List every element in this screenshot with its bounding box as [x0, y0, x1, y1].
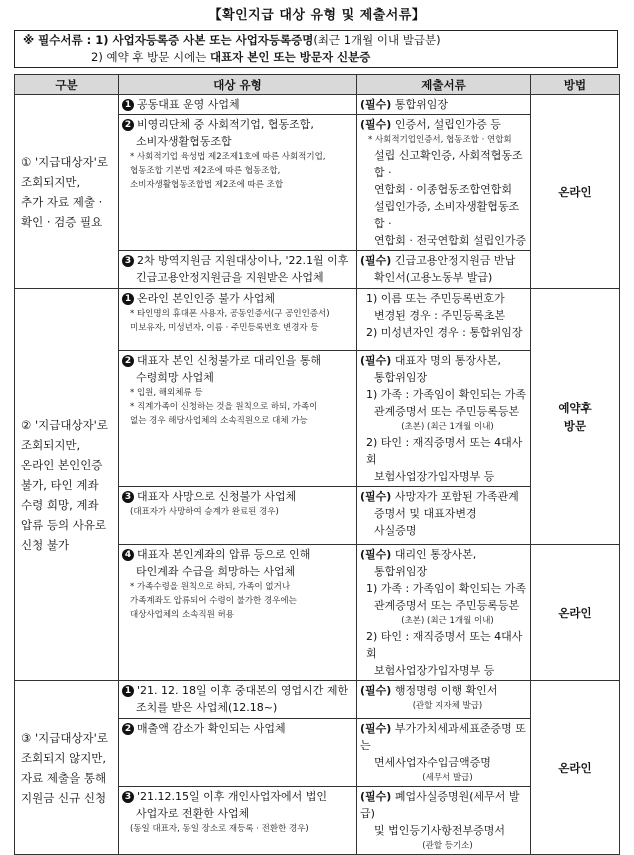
target-title [122, 546, 353, 563]
docs-line [360, 546, 527, 563]
target-line: '21.12.15일 이후 개인사업자에서 법인 [137, 790, 328, 803]
docs-line [360, 822, 527, 839]
method-cell [531, 289, 620, 545]
docs-cell [357, 545, 531, 681]
header-method: 방법 [531, 75, 620, 95]
category-line: 온라인 본인인증 [21, 457, 103, 472]
number-badge-icon: 4 [122, 549, 134, 561]
target-note: (대표자가 사망하여 승계가 완료된 경우) [130, 507, 279, 517]
docs-cell [357, 681, 531, 719]
target-cell [119, 681, 357, 719]
docs-cell [357, 487, 531, 545]
target-line: 대표자 사망으로 신청불가 사업체 [137, 490, 297, 503]
docs-item: 1) 이름 또는 주민등록번호가 [366, 292, 505, 305]
category-line: ③ '지급대상자'로 [21, 730, 108, 745]
number-badge-icon: 3 [122, 791, 134, 803]
target-title [122, 682, 353, 699]
target-cell [119, 251, 357, 289]
target-title [122, 96, 353, 113]
docs-text: 통합위임장 [394, 98, 448, 111]
target-note: * 가족수령을 원칙으로 하되, 가족이 없거나 [130, 582, 291, 592]
docs-cell [357, 251, 531, 289]
number-badge-icon: 1 [122, 293, 134, 305]
docs-item: * 사회적기업인증서, 협동조합 · 연합회 [368, 135, 512, 145]
category-cell [15, 289, 119, 681]
target-cell [119, 115, 357, 251]
required-label: (필수) [360, 490, 392, 503]
category-line: 확인 · 검증 필요 [21, 214, 103, 229]
target-line: 매출액 감소가 확인되는 사업체 [137, 722, 286, 735]
required-label: (필수) [360, 118, 392, 131]
method-cell [531, 545, 620, 681]
docs-item: 연합회 · 전국연합회 설립인가증 [374, 234, 527, 247]
docs-text: 면세사업자수입금액증명 [374, 756, 491, 769]
docs-item: 설립 신고확인증, 사회적협동조합 · [374, 149, 523, 179]
target-title [122, 290, 353, 307]
target-line: 긴급고용안정지원금을 지원받은 사업체 [136, 271, 324, 284]
docs-item: 관계증명서 또는 주민등록등본 [374, 405, 520, 418]
category-line: ① '지급대상자'로 [21, 154, 108, 169]
number-badge-icon: 2 [122, 355, 134, 367]
target-note: * 사회적기업 육성법 제2조제1호에 따른 사회적기업, [130, 152, 326, 162]
category-line: 지원금 신규 신청 [21, 790, 107, 805]
docs-line [360, 522, 527, 539]
docs-text: 증명서 및 대표자변경 [374, 507, 477, 520]
method-text: 예약후 방문 [558, 400, 592, 433]
docs-item: (초본) (최근 1개월 이내) [401, 616, 494, 626]
required-docs-note: ※ 필수서류 : 1) 사업자등록증 사본 또는 사업자등록증명(최근 1개월 이내 발급분) 2) 예약 후 방문 시에는 대표자 본인 또는 방문자 신분증 [14, 30, 618, 68]
number-badge-icon: 1 [122, 99, 134, 111]
docs-text: 및 법인등기사항전부증명서 [374, 824, 506, 837]
target-cell [119, 787, 357, 855]
method-cell [531, 681, 620, 855]
target-cell [119, 487, 357, 545]
docs-text: 폐업사실증명원(세무서 발급) [360, 790, 520, 820]
number-badge-icon: 3 [122, 255, 134, 267]
target-cell [119, 719, 357, 787]
target-note: (동일 대표자, 동일 장소로 재등록 · 전환한 경우) [130, 824, 309, 834]
docs-line [360, 369, 527, 386]
table-row [15, 681, 620, 719]
header-target: 대상 유형 [119, 75, 357, 95]
docs-text: 통합위임장 [374, 565, 428, 578]
category-cell [15, 681, 119, 855]
category-line: 조회되지만, [21, 174, 81, 189]
target-line: 타인계좌 수급을 희망하는 사업체 [136, 565, 296, 578]
docs-line [360, 252, 527, 269]
docs-line [360, 682, 527, 699]
category-line: 자료 제출을 통해 [21, 770, 107, 785]
docs-text: 대리인 통장사본, [394, 548, 477, 561]
target-cell [119, 545, 357, 681]
docs-item: (세무서 발급) [422, 773, 473, 783]
target-note: 미보유자, 미성년자, 이름 · 주민등록번호 변경자 등 [130, 323, 319, 333]
docs-line [360, 505, 527, 522]
docs-line [360, 720, 527, 754]
target-line: 비영리단체 중 사회적기업, 협동조합, [137, 118, 314, 131]
category-line: 신청 불가 [21, 537, 70, 552]
target-line: 대표자 본인 신청불가로 대리인을 통해 [137, 354, 322, 367]
category-line: 조회되지 않지만, [21, 750, 107, 765]
docs-cell [357, 115, 531, 251]
target-cell [119, 351, 357, 487]
required-label: (필수) [360, 254, 392, 267]
docs-text: 대표자 명의 통장사본, [394, 354, 501, 367]
docs-text: 긴급고용안정지원금 반납 [394, 254, 516, 267]
target-line: 온라인 본인인증 불가 사업체 [137, 292, 276, 305]
docs-line [360, 352, 527, 369]
docs-line [360, 788, 527, 822]
docs-cell [357, 289, 531, 351]
category-line: 수령 희망, 계좌 [21, 497, 99, 512]
target-note: 협동조합 기본법 제2조에 따른 협동조합, [130, 166, 281, 176]
target-line: 수령희망 사업체 [136, 371, 214, 384]
method-cell [531, 95, 620, 289]
number-badge-icon: 2 [122, 119, 134, 131]
docs-text: 행정명령 이행 확인서 [394, 684, 498, 697]
header-category: 구분 [15, 75, 119, 95]
table-row [15, 95, 620, 115]
docs-text: 인증서, 설립인가증 등 [394, 118, 501, 131]
page-title: 【확인지급 대상 유형 및 제출서류】 [208, 8, 426, 23]
target-note: * 직계가족이 신청하는 것을 원칙으로 하되, 가족이 [130, 402, 318, 412]
docs-text: 사실증명 [374, 524, 417, 537]
target-title [122, 352, 353, 369]
docs-item: 1) 가족 : 가족임이 확인되는 가족 [366, 388, 526, 401]
docs-item: 관계증명서 또는 주민등록등본 [374, 599, 520, 612]
target-title [122, 488, 353, 505]
docs-cell [357, 787, 531, 855]
docs-line [360, 96, 527, 113]
docs-item: 1) 가족 : 가족임이 확인되는 가족 [366, 582, 526, 595]
eligibility-table [14, 74, 620, 855]
target-line: 사업자로 전환한 사업체 [136, 807, 250, 820]
target-line: '21. 12. 18일 이후 중대본의 영업시간 제한 [137, 684, 349, 697]
required-label: (필수) [360, 790, 392, 803]
number-badge-icon: 2 [122, 723, 134, 735]
docs-cell [357, 351, 531, 487]
target-title [122, 720, 353, 737]
required-label: (필수) [360, 98, 392, 111]
target-note: * 타인명의 휴대폰 사용자, 공동인증서(구 공인인증서) [130, 309, 330, 319]
category-line: 압류 등의 사유로 [21, 517, 107, 532]
category-line: 불가, 타인 계좌 [21, 477, 99, 492]
docs-text: 사망자가 포함된 가족관계 [394, 490, 519, 503]
target-title [122, 252, 353, 269]
docs-item: 2) 타인 : 재직증명서 또는 4대사회 [366, 630, 523, 660]
docs-item: (관할 지자체 발급) [412, 701, 483, 711]
docs-item: 2) 미성년자인 경우 : 통합위임장 [366, 326, 523, 339]
category-line: 추가 자료 제출 · [21, 194, 103, 209]
target-note: * 입원, 해외체류 등 [130, 388, 203, 398]
docs-item: (초본) (최근 1개월 이내) [401, 422, 494, 432]
required-label: (필수) [360, 684, 392, 697]
docs-item: (관할 등기소) [422, 841, 473, 851]
target-line: 대표자 본인계좌의 압류 등으로 인해 [137, 548, 311, 561]
method-text: 온라인 [558, 760, 592, 775]
number-badge-icon: 3 [122, 491, 134, 503]
docs-item: 보험사업장가입자명부 등 [374, 470, 495, 483]
target-title [122, 116, 353, 133]
category-cell [15, 95, 119, 289]
docs-cell [357, 719, 531, 787]
target-note: 소비자생활협동조합법 제2조에 따른 조합 [130, 180, 284, 190]
table-row [15, 289, 620, 351]
target-note: 가족계좌도 압류되어 수령이 불가한 경우에는 [130, 596, 297, 606]
method-text: 온라인 [558, 184, 592, 199]
header-docs: 제출서류 [357, 75, 531, 95]
target-cell [119, 289, 357, 351]
category-line: ② '지급대상자'로 [21, 417, 108, 432]
docs-cell [357, 95, 531, 115]
docs-item: 2) 타인 : 재직증명서 또는 4대사회 [366, 436, 523, 466]
required-label: (필수) [360, 354, 392, 367]
required-label: (필수) [360, 722, 392, 735]
docs-text: 부가가치세과세표준증명 또는 [360, 722, 526, 752]
docs-item: 설립인가증, 소비자생활협동조합 · [374, 200, 520, 230]
required-label: (필수) [360, 548, 392, 561]
docs-text: 확인서(고용노동부 발급) [374, 271, 493, 284]
target-line: 조치를 받은 사업체(12.18~) [136, 701, 278, 714]
target-line: 공동대표 운영 사업체 [137, 98, 240, 111]
target-line: 2차 방역지원금 지원대상이나, '22.1월 이후 [137, 254, 349, 267]
docs-item: 보험사업장가입자명부 등 [374, 664, 495, 677]
target-title [122, 788, 353, 805]
docs-line [360, 563, 527, 580]
docs-line [360, 488, 527, 505]
target-cell [119, 95, 357, 115]
docs-line [360, 269, 527, 286]
category-line: 조회되지만, [21, 437, 81, 452]
target-note: 없는 경우 해당사업체의 소속직원으로 대체 가능 [130, 416, 308, 426]
number-badge-icon: 1 [122, 685, 134, 697]
docs-line [360, 754, 527, 771]
docs-item: 변경된 경우 : 주민등록초본 [374, 309, 506, 322]
docs-item: 연합회 · 이종협동조합연합회 [374, 183, 513, 196]
target-line: 소비자생활협동조합 [136, 135, 232, 148]
method-text: 온라인 [558, 605, 592, 620]
docs-line [360, 116, 527, 133]
target-note: 대상사업체의 소속직원 허용 [130, 610, 234, 620]
docs-text: 통합위임장 [374, 371, 428, 384]
